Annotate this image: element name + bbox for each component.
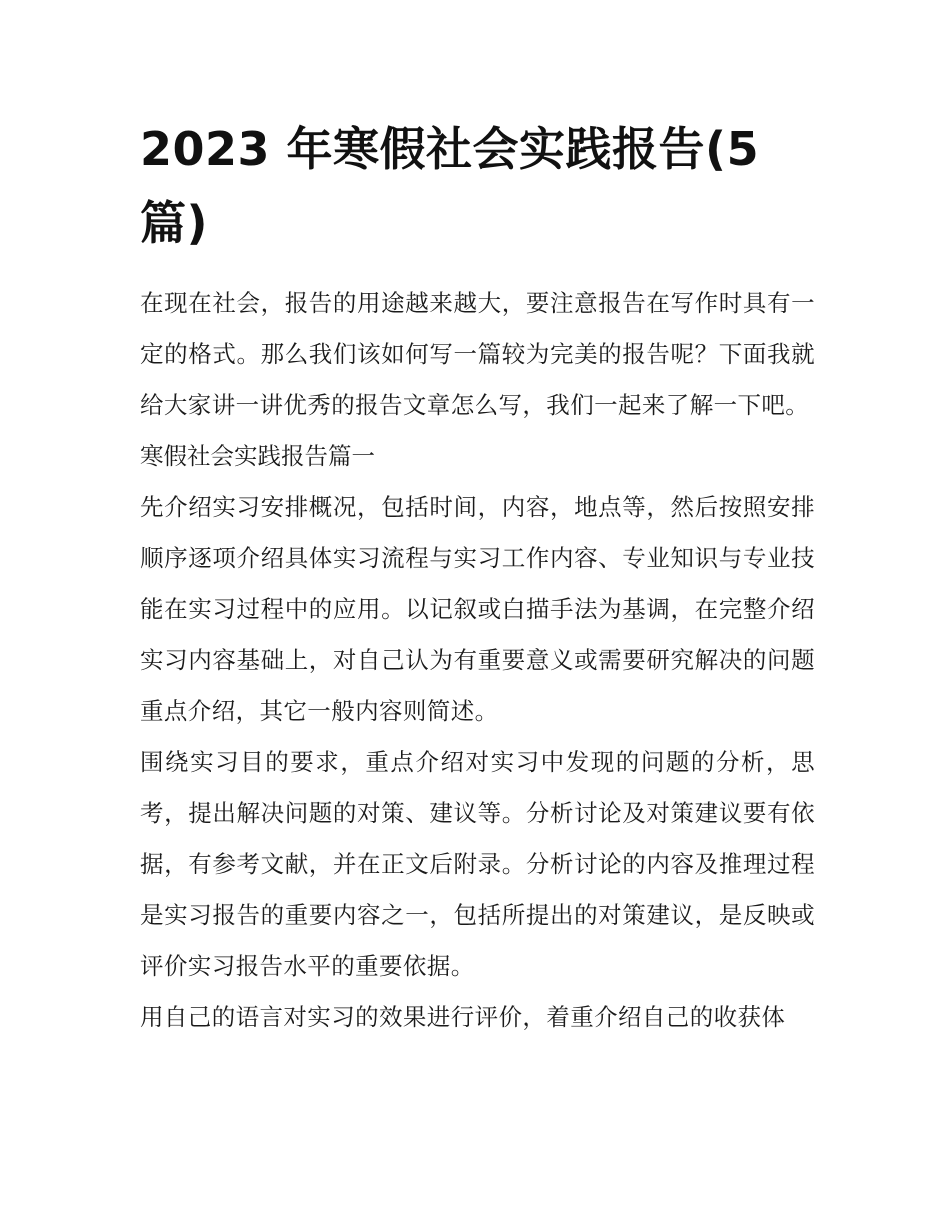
body-paragraph-1: 先介绍实习安排概况，包括时间，内容，地点等，然后按照安排顺序逐项介绍具体实习流程与实习工作内容、专业知识与专业技能在实习过程中的应用。以记叙或白描手法为基调，在完整介绍实习内容基础上，对自己认为有重要意义或需要研究解决的问题重点介绍，其它一般内容则简述。 <box>140 493 815 725</box>
section-heading: 寒假社会实践报告篇一 <box>140 442 375 470</box>
document-title: 2023 年寒假社会实践报告(5篇) <box>140 122 760 250</box>
intro-paragraph: 在现在社会，报告的用途越来越大，要注意报告在写作时具有一定的格式。那么我们该如何写一篇较为完美的报告呢？下面我就给大家讲一讲优秀的报告文章怎么写，我们一起来了解一下吧。 <box>140 289 815 419</box>
document-page <box>140 112 815 1043</box>
body-paragraph-2: 围绕实习目的要求，重点介绍对实习中发现的问题的分析，思考，提出解决问题的对策、建议等。分析讨论及对策建议要有依据，有参考文献，并在正文后附录。分析讨论的内容及推理过程是实习报告的重要内容之一，包括所提出的对策建议，是反映或评价实习报告水平的重要依据。 <box>140 748 815 980</box>
body-paragraph-3: 用自己的语言对实习的效果进行评价，着重介绍自己的收获体 <box>140 1003 786 1031</box>
